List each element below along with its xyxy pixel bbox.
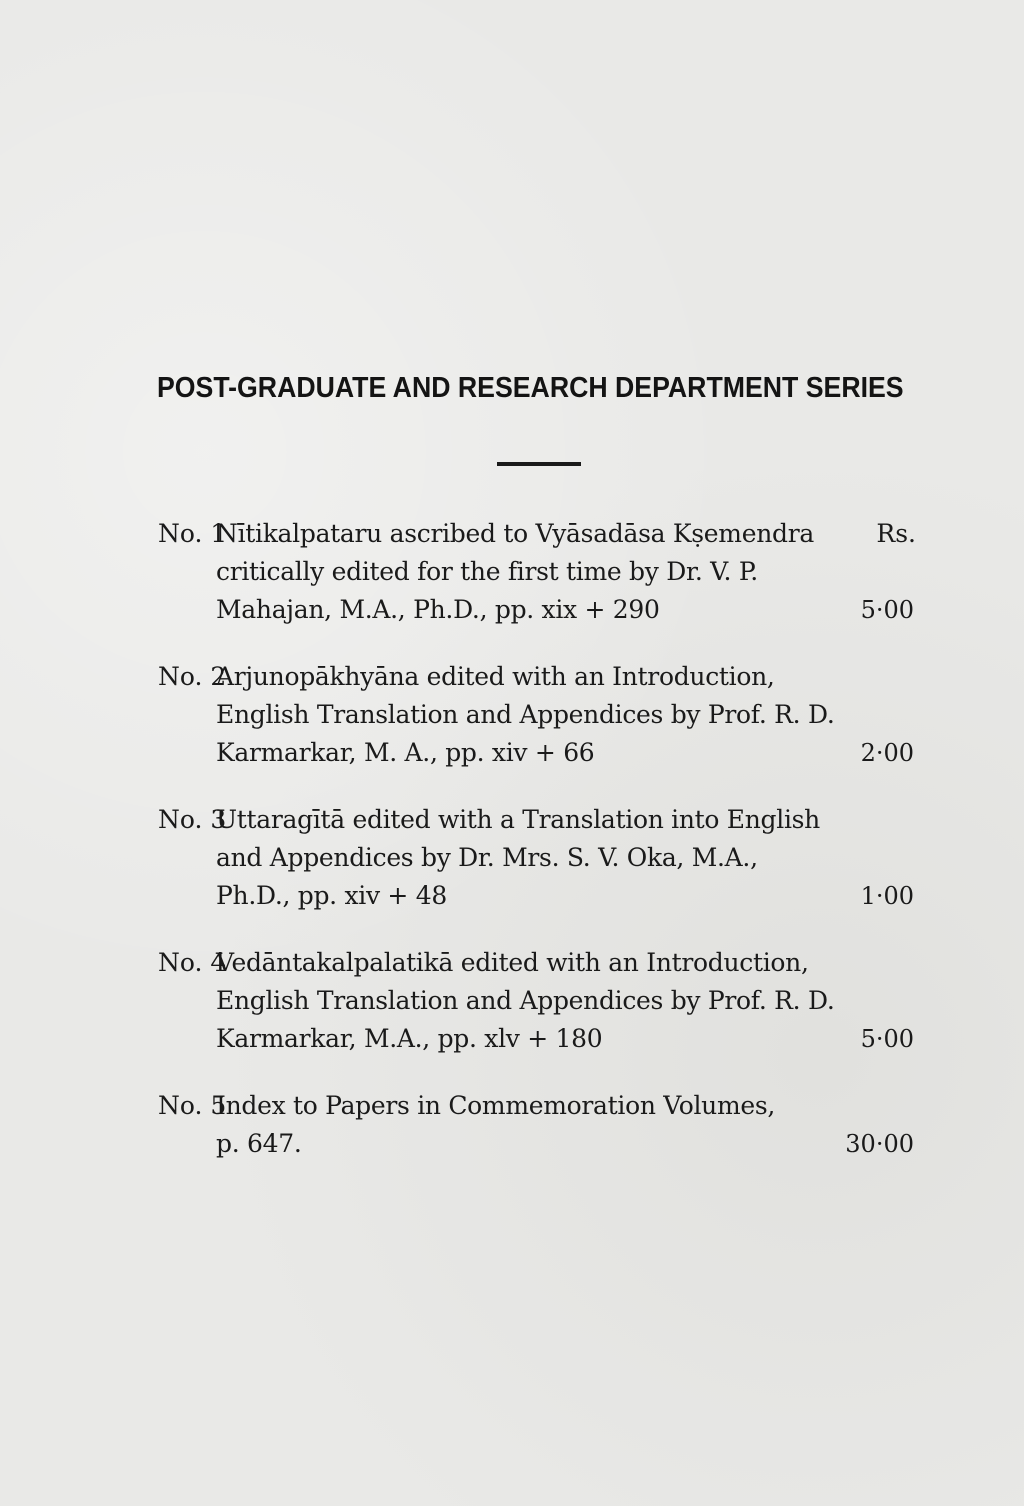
publication-list xyxy=(158,515,918,1192)
entry-line xyxy=(158,515,918,553)
entry-line xyxy=(158,591,918,629)
entry-line xyxy=(158,801,918,839)
entry-line xyxy=(158,734,918,772)
entry-line xyxy=(158,553,918,591)
currency-label: Rs. xyxy=(876,519,916,548)
entry-text: p. 647. xyxy=(216,1129,302,1158)
publication-entry-3 xyxy=(158,801,918,915)
series-title: POST-GRADUATE AND RESEARCH DEPARTMENT SERIES xyxy=(157,372,904,404)
entry-text: Arjunopākhyāna edited with an Introduction, xyxy=(216,662,775,691)
entry-line xyxy=(158,944,918,982)
entry-price: 30·00 xyxy=(845,1130,914,1158)
entry-text: Vedāntakalpalatikā edited with an Introduction, xyxy=(216,948,809,977)
entry-text: Uttaragītā edited with a Translation into English xyxy=(216,805,820,834)
entry-number: No. 4 xyxy=(158,948,227,977)
entry-text: critically edited for the first time by Dr. V. P. xyxy=(216,557,758,586)
entry-number: No. 2 xyxy=(158,662,227,691)
entry-line xyxy=(158,982,918,1020)
publication-entry-5 xyxy=(158,1087,918,1163)
publication-entry-1 xyxy=(158,515,918,629)
entry-price: 1·00 xyxy=(860,882,914,910)
entry-line xyxy=(158,839,918,877)
entry-text: Ph.D., pp. xiv + 48 xyxy=(216,881,447,910)
entry-line xyxy=(158,1020,918,1058)
publication-entry-2 xyxy=(158,658,918,772)
entry-text: Mahajan, M.A., Ph.D., pp. xix + 290 xyxy=(216,595,660,624)
entry-line xyxy=(158,658,918,696)
title-rule-divider xyxy=(497,462,581,466)
entry-line xyxy=(158,1087,918,1125)
entry-text: English Translation and Appendices by Prof. R. D. xyxy=(216,700,835,729)
entry-number: No. 1 xyxy=(158,519,227,548)
entry-number: No. 3 xyxy=(158,805,227,834)
entry-text: and Appendices by Dr. Mrs. S. V. Oka, M.A., xyxy=(216,843,758,872)
entry-text: Karmarkar, M. A., pp. xiv + 66 xyxy=(216,738,595,767)
entry-text: Nītikalpataru ascribed to Vyāsadāsa Kṣemendra xyxy=(216,519,814,548)
entry-text: Karmarkar, M.A., pp. xlv + 180 xyxy=(216,1024,603,1053)
entry-price: 5·00 xyxy=(860,1025,914,1053)
entry-line xyxy=(158,877,918,915)
entry-price: 2·00 xyxy=(860,739,914,767)
publication-entry-4 xyxy=(158,944,918,1058)
entry-number: No. 5 xyxy=(158,1091,227,1120)
entry-line xyxy=(158,1125,918,1163)
entry-line xyxy=(158,696,918,734)
entry-price: 5·00 xyxy=(860,596,914,624)
entry-text: English Translation and Appendices by Prof. R. D. xyxy=(216,986,835,1015)
entry-text: Index to Papers in Commemoration Volumes, xyxy=(216,1091,776,1120)
